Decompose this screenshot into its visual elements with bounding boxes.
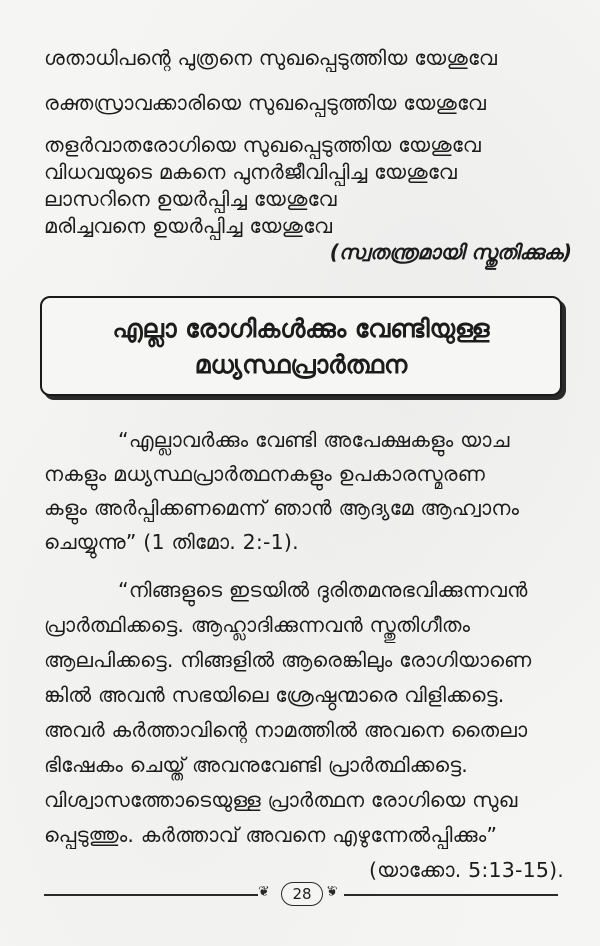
page-number: 28 [281,882,323,906]
section-heading-line1: എല്ലാ രോഗികൾക്കും വേണ്ടിയുള്ള [112,314,490,343]
section-heading-line2: മധ്യസ്ഥപ്രാർത്ഥന [194,350,408,379]
quote-2-line: പ്രാർത്ഥിക്കട്ടെ. ആഹ്ലാദിക്കുന്നവൻ സ്തുതിഗീതം [44,613,471,637]
litany-line: വിധവയുടെ മകനെ പുനർജീവിപ്പിച്ച യേശുവേ [44,160,457,184]
quote-2-line: പ്പെടുത്തും. കർത്താവ് അവനെ എഴുന്നേൽപ്പിക്കും” [44,823,498,847]
footer-rule-left [44,894,258,896]
quote-2-line: വിശ്വാസത്തോടെയുള്ള പ്രാർത്ഥന രോഗിയെ സുഖ [44,788,518,812]
quote-2-line: “നിങ്ങളുടെ ഇടയിൽ ദുരിതമനുഭവിക്കുന്നവൻ [118,578,528,602]
quote-2-line: അവർ കർത്താവിന്റെ നാമത്തിൽ അവനെ തൈലാ [44,718,528,742]
quote-2-line: ങ്കിൽ അവൻ സഭയിലെ ശ്രേഷ്ഠന്മാരെ വിളിക്കട്ടെ. [44,683,505,707]
litany-line: ലാസറിനെ ഉയർപ്പിച്ച യേശുവേ [44,187,337,211]
litany-line: രക്തസ്രാവക്കാരിയെ സുഖപ്പെടുത്തിയ യേശുവേ [44,91,487,115]
section-heading-box [40,296,562,396]
quote-1-line: “എല്ലാവർക്കും വേണ്ടി അപേക്ഷകളും യാച [118,428,510,452]
footer-rule-right [344,894,558,896]
litany-line: തളർവാതരോഗിയെ സുഖപ്പെടുത്തിയ യേശുവേ [44,133,481,157]
quote-1-line: കളും അർപ്പിക്കണമെന്ന് ഞാൻ ആദ്യമേ ആഹ്വാനം [44,496,520,520]
quote-2-line: ആലപിക്കട്ടെ. നിങ്ങളിൽ ആരെങ്കിലും രോഗിയാണെ [44,648,532,672]
quote-1-line: ചെയ്യുന്നു” (1 തിമോ. 2:-1). [44,530,299,554]
footer-flourish-left-icon: ❦ [258,884,270,900]
quote-2-line: ഭിഷേകം ചെയ്ത് അവനുവേണ്ടി പ്രാർത്ഥിക്കട്ടെ. [44,753,468,777]
litany-line: മരിച്ചവനെ ഉയർപ്പിച്ച യേശുവേ [44,214,333,238]
footer-flourish-right-icon: ❦ [326,884,338,900]
litany-line: ശതാധിപന്റെ പുത്രനെ സുഖപ്പെടുത്തിയ യേശുവേ [44,46,498,70]
quote-1-line: നകളും മധ്യസ്ഥപ്രാർത്ഥനകളും ഉപകാരസ്മരണ [44,462,486,486]
litany-response: (സ്വതന്ത്രമായി സ്തുതിക്കുക) [329,240,572,264]
quote-2-citation: (യാക്കോ. 5:13-15). [368,858,564,882]
